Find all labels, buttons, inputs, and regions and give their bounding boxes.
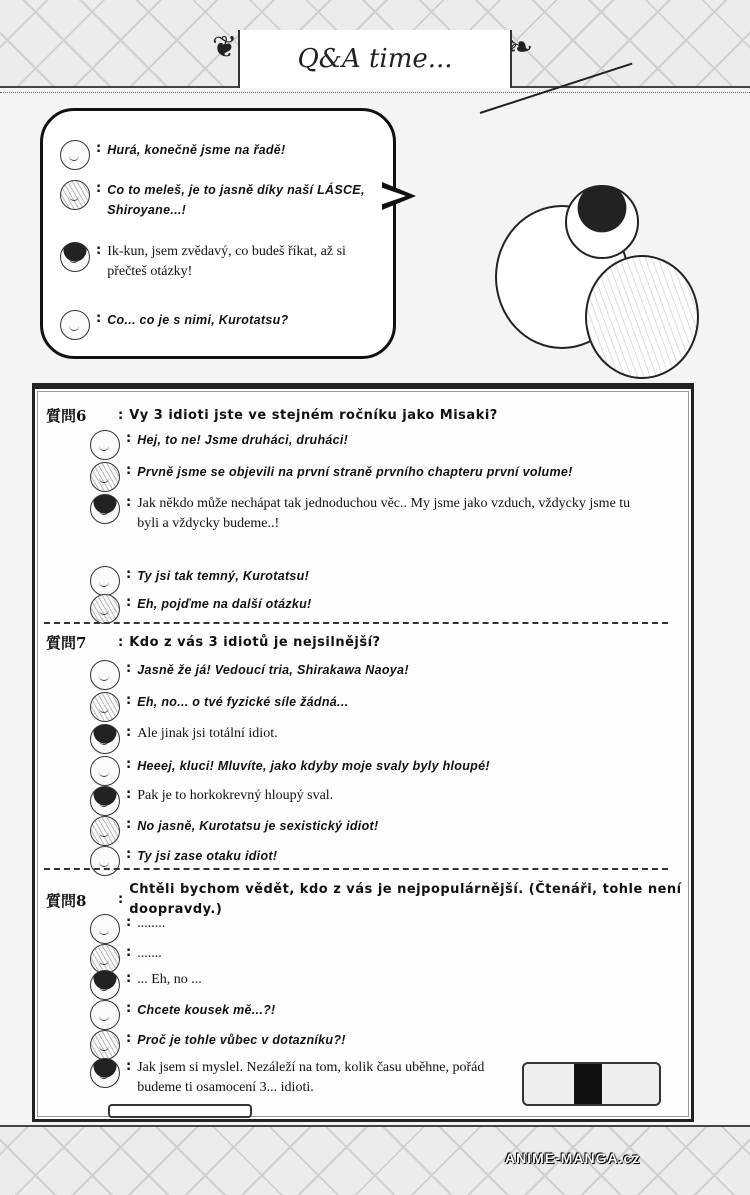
speaker-colon: : — [126, 595, 132, 610]
dialogue-text: Co to meleš, je to jasně díky naší LÁSCE, Shiroyane...! — [107, 183, 365, 217]
question-number: 質問8 — [46, 891, 87, 910]
question-header — [46, 405, 689, 426]
speaker-colon: : — [126, 915, 132, 930]
speaker-colon: : — [126, 787, 132, 802]
dialogue-line — [90, 970, 650, 1000]
speaker-face-icon — [90, 692, 120, 722]
dialogue-text: Hurá, konečně jsme na řadě! — [107, 143, 286, 157]
title-plate — [238, 30, 512, 88]
dialogue-line — [90, 494, 650, 534]
question-text: Vy 3 idioti jste ve stejném ročníku jako Misaki? — [129, 407, 498, 423]
speaker-colon: : — [126, 1031, 132, 1046]
board-marker-icon — [108, 1104, 252, 1118]
dialogue-text: Eh, no... o tvé fyzické síle žádná... — [137, 695, 349, 709]
speaker-colon: : — [126, 945, 132, 960]
dialogue-line — [90, 914, 650, 944]
dialogue-text: Proč je tohle vůbec v dotazníku?! — [137, 1033, 346, 1047]
speaker-colon: : — [126, 757, 132, 772]
dialogue-line — [60, 310, 365, 340]
speaker-face-icon — [90, 660, 120, 690]
speaker-face-icon — [90, 430, 120, 460]
speaker-face-icon — [90, 1058, 120, 1088]
speaker-face-icon — [90, 724, 120, 754]
speaker-colon: : — [96, 141, 102, 156]
dialogue-text: Heeej, kluci! Mluvíte, jako kdyby moje svaly byly hloupé! — [137, 759, 490, 773]
speaker-face-icon — [60, 180, 90, 210]
dialogue-line — [90, 724, 650, 754]
bubble-tail-inner — [380, 187, 406, 205]
question-text: Kdo z vás 3 idiotů je nejsilnější? — [129, 634, 381, 650]
speaker-colon: : — [126, 567, 132, 582]
speaker-face-icon — [90, 846, 120, 876]
dialogue-line — [60, 140, 365, 170]
speaker-face-icon — [60, 310, 90, 340]
question-colon: : — [118, 407, 124, 423]
section-separator — [44, 622, 668, 624]
dialogue-line — [90, 846, 650, 876]
dialogue-line — [90, 786, 650, 816]
dialogue-line — [90, 462, 650, 492]
speaker-face-icon — [60, 242, 90, 272]
speaker-colon: : — [96, 311, 102, 326]
dialogue-text: Ale jinak jsi totální idiot. — [137, 726, 278, 741]
speaker-face-icon — [60, 140, 90, 170]
dialogue-text: Jasně že já! Vedoucí tria, Shirakawa Naoya! — [137, 663, 409, 677]
characters-illustration — [405, 95, 725, 385]
dialogue-line — [90, 692, 650, 722]
speaker-face-icon — [90, 462, 120, 492]
dialogue-text: Co... co je s nimi, Kurotatsu? — [107, 313, 289, 327]
speaker-colon: : — [96, 181, 102, 196]
dialogue-text: Eh, pojďme na další otázku! — [137, 597, 312, 611]
speaker-colon: : — [126, 661, 132, 676]
dialogue-text: Prvně jsme se objevili na první straně prvního chapteru první volume! — [137, 465, 573, 479]
speaker-face-icon — [90, 494, 120, 524]
question-colon: : — [118, 892, 124, 907]
dialogue-text: Ty jsi zase otaku idiot! — [137, 849, 278, 863]
speaker-colon: : — [126, 847, 132, 862]
question-number: 質問6 — [46, 407, 87, 425]
speaker-colon: : — [126, 817, 132, 832]
speaker-face-icon — [90, 816, 120, 846]
speaker-colon: : — [126, 971, 132, 986]
speaker-face-icon — [90, 914, 120, 944]
dialogue-text: Ty jsi tak temný, Kurotatsu! — [137, 569, 310, 583]
dialogue-line — [90, 660, 650, 690]
question-header — [46, 632, 689, 653]
speaker-colon: : — [126, 725, 132, 740]
speaker-face-icon — [90, 566, 120, 596]
dialogue-line — [90, 756, 650, 786]
dialogue-text: Hej, to ne! Jsme druháci, druháci! — [137, 433, 349, 447]
right-flourish-icon: ❧ — [508, 30, 534, 65]
dialogue-line — [90, 1058, 510, 1098]
dialogue-text: Ik-kun, jsem zvědavý, co budeš říkat, až si přečteš otázky! — [107, 244, 346, 279]
character-dark-icon — [565, 185, 639, 259]
dialogue-line — [90, 430, 650, 460]
watermark: ANIME-MANGA.cz — [505, 1150, 641, 1166]
dialogue-line — [60, 242, 365, 282]
character-brown-icon — [585, 255, 699, 379]
speaker-colon: : — [126, 495, 132, 510]
dialogue-line — [90, 1030, 650, 1060]
dialogue-line — [90, 1000, 650, 1030]
speaker-face-icon — [90, 970, 120, 1000]
speaker-colon: : — [126, 431, 132, 446]
dialogue-text: Jak jsem si myslel. Nezáleží na tom, kolik času uběhne, pořád budeme ti osamocení 3... idioti. — [137, 1060, 485, 1095]
dialogue-text: Pak je to horkokrevný hloupý sval. — [137, 788, 334, 803]
board-eraser-icon — [522, 1062, 661, 1106]
speaker-face-icon — [90, 756, 120, 786]
dialogue-line — [90, 816, 650, 846]
speaker-face-icon — [90, 594, 120, 624]
left-flourish-icon: ❦ — [212, 30, 238, 65]
dialogue-text: ........ — [137, 916, 166, 931]
dialogue-text: No jasně, Kurotatsu je sexistický idiot! — [137, 819, 379, 833]
question-colon: : — [118, 634, 124, 650]
dialogue-line — [60, 180, 365, 220]
speaker-colon: : — [126, 1059, 132, 1074]
speaker-face-icon — [90, 786, 120, 816]
dialogue-line — [90, 566, 650, 596]
section-separator — [44, 868, 668, 870]
dialogue-text: ... Eh, no ... — [137, 972, 202, 987]
speaker-colon: : — [96, 243, 102, 258]
speaker-colon: : — [126, 693, 132, 708]
question-number: 質問7 — [46, 634, 87, 652]
question-text: Chtěli bychom vědět, kdo z vás je nejpopulárnější. (Čtenáři, tohle není doopravdy.) — [129, 882, 682, 917]
page-title: Q&A time... — [297, 44, 453, 74]
dialogue-line — [90, 594, 650, 624]
speaker-colon: : — [126, 463, 132, 478]
speaker-face-icon — [90, 1030, 120, 1060]
speaker-colon: : — [126, 1001, 132, 1016]
dialogue-text: Chcete kousek mě...?! — [137, 1003, 276, 1017]
dialogue-text: ....... — [137, 946, 162, 961]
dialogue-text: Jak někdo může nechápat tak jednoduchou věc.. My jsme jako vzduch, vždycky jsme tu byli a vždycky budeme..! — [137, 496, 631, 531]
speaker-face-icon — [90, 1000, 120, 1030]
